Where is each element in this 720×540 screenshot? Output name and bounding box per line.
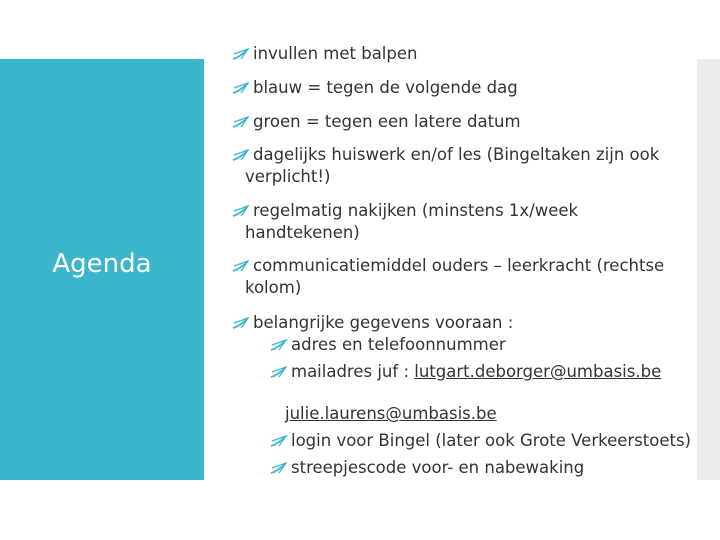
bullet-continuation: kolom) — [245, 278, 302, 297]
sweeping-bullet-icon — [232, 116, 250, 128]
sweeping-bullet-icon — [232, 82, 250, 94]
bullet-item: communicatiemiddel ouders – leerkracht (rechtse — [232, 255, 664, 277]
sweeping-bullet-icon — [232, 149, 250, 161]
bullet-continuation: handtekenen) — [245, 223, 360, 242]
sub-bullet-item: adres en telefoonnummer — [270, 334, 506, 356]
sweeping-bullet-icon — [270, 366, 288, 378]
sweeping-bullet-icon — [232, 317, 250, 329]
sweeping-bullet-icon — [232, 48, 250, 60]
email-link-lutgart[interactable]: lutgart.deborger@umbasis.be — [414, 362, 662, 381]
bullet-item: regelmatig nakijken (minstens 1x/week — [232, 200, 578, 222]
bullet-item: belangrijke gegevens vooraan : — [232, 312, 513, 334]
sub-bullet-item: streepjescode voor- en nabewaking — [270, 457, 584, 479]
right-edge-bar — [697, 59, 720, 480]
side-panel — [0, 59, 204, 480]
sub-bullet-item: mailadres juf : lutgart.deborger@umbasis.be — [270, 361, 661, 383]
bullet-item: invullen met balpen — [232, 43, 417, 65]
email-link-julie[interactable]: julie.laurens@umbasis.be — [285, 404, 497, 423]
bullet-item: dagelijks huiswerk en/of les (Bingeltaken zijn ook — [232, 144, 659, 166]
sweeping-bullet-icon — [232, 205, 250, 217]
sub-bullet-item: login voor Bingel (later ook Grote Verkeerstoets) — [270, 430, 691, 452]
sweeping-bullet-icon — [270, 339, 288, 351]
slide-title: Agenda — [52, 249, 152, 279]
sweeping-bullet-icon — [270, 462, 288, 474]
bullet-continuation: verplicht!) — [245, 167, 331, 186]
sweeping-bullet-icon — [232, 260, 250, 272]
bullet-item: blauw = tegen de volgende dag — [232, 77, 518, 99]
sweeping-bullet-icon — [270, 435, 288, 447]
bullet-item: groen = tegen een latere datum — [232, 111, 521, 133]
